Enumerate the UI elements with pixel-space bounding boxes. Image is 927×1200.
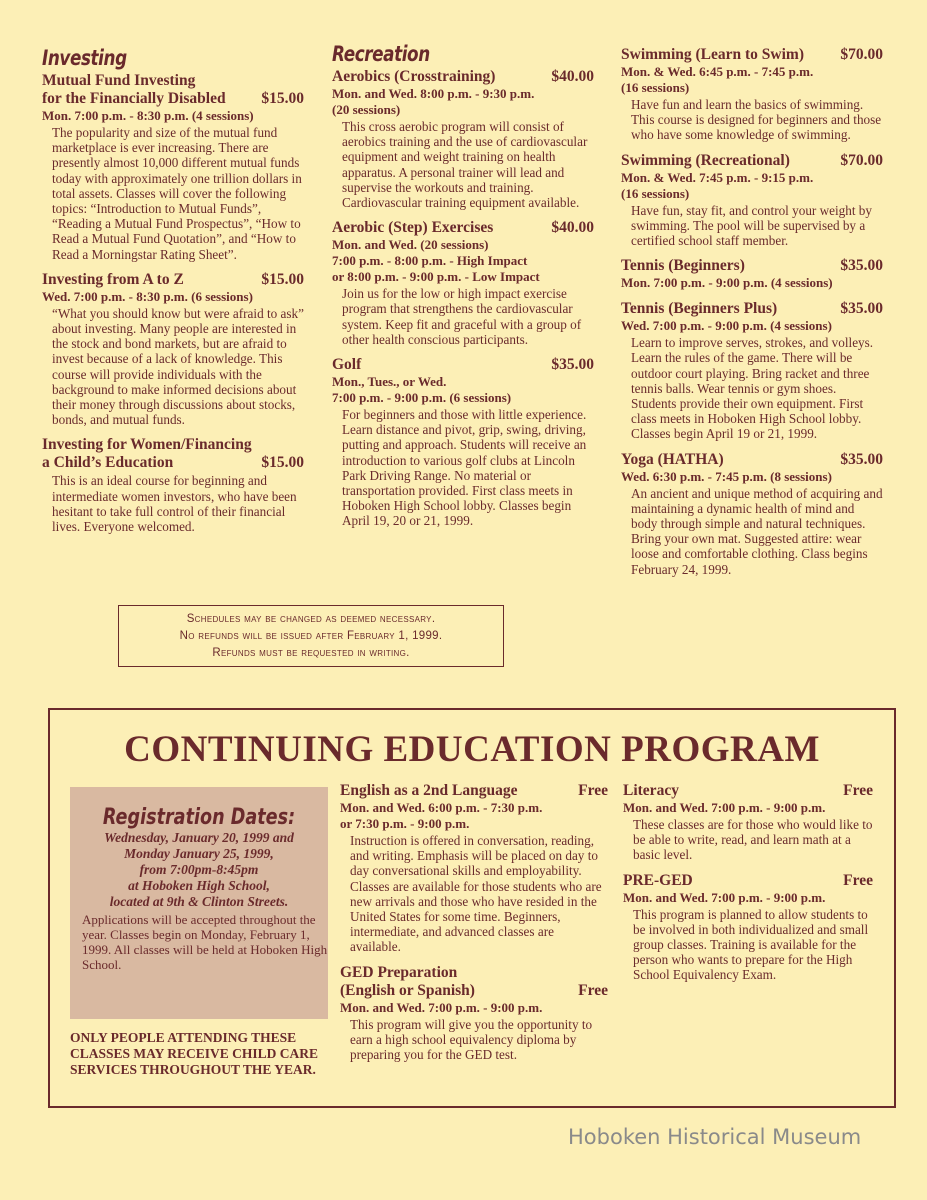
registration-date-line: from 7:00pm-8:45pm: [139, 862, 259, 877]
course-schedule: Mon. 7:00 p.m. - 9:00 p.m. (4 sessions): [621, 275, 833, 291]
course-schedule: (20 sessions): [332, 102, 401, 117]
course-listing: [621, 257, 883, 291]
notice-line: Schedules may be changed as deemed necessary.: [186, 613, 436, 625]
course-title: Literacy: [623, 782, 679, 799]
course-title-line: [332, 219, 594, 237]
program-column: [340, 782, 608, 1071]
course-description: This program is planned to allow students to be involved in both individualized and small group classes. Training is available for the person who wants to prepare for the High School Equivalency Exam.: [633, 906, 869, 983]
course-listing: [621, 300, 883, 441]
course-title-line: [42, 436, 304, 454]
childcare-notice: ONLY PEOPLE ATTENDING THESE CLASSES MAY RECEIVE CHILD CARE SERVICES THROUGHOUT THE YEAR.: [70, 1030, 319, 1077]
course-schedule: 7:00 p.m. - 8:00 p.m. - High Impact: [332, 253, 528, 269]
course-title: Aerobic (Step) Exercises: [332, 219, 494, 237]
course-description: This is an ideal course for beginning and intermediate women investors, who have been hesitant to take full control of their financial lives. Everyone welcomed.: [52, 473, 297, 535]
course-title: Swimming (Learn to Swim): [621, 46, 804, 63]
course-price: $40.00: [551, 219, 594, 237]
course-title-line: [332, 68, 594, 86]
course-listing: [42, 271, 304, 428]
course-description: Have fun and learn the basics of swimming. This course is designed for beginners and those who have some knowledge of swimming.: [631, 97, 882, 143]
course-schedule: Mon. and Wed. (20 sessions): [332, 237, 489, 253]
course-title: Investing for Women/Financing: [42, 436, 252, 454]
course-title-line: [340, 782, 608, 800]
course-title: for the Financially Disabled: [42, 90, 226, 107]
course-price: Free: [578, 782, 608, 799]
notice-box: [118, 605, 504, 667]
course-title-line: [621, 300, 883, 318]
course-title: Investing from A to Z: [42, 270, 184, 288]
course-listing: [340, 964, 608, 1063]
course-title: Mutual Fund Investing: [42, 72, 196, 89]
course-description: An ancient and unique method of acquiring and maintaining a dynamic health of mind and body through simple and natural techniques. Bring your own mat. Suggested attire: wear loose and comfortable clothing. Class begins February 24, 1999.: [631, 485, 883, 577]
continuing-education-box: [48, 708, 896, 1108]
course-title: Aerobics (Crosstraining): [332, 68, 496, 85]
course-price: Free: [578, 981, 608, 999]
registration-heading: Registration Dates:: [102, 805, 296, 830]
registration-date-line: Wednesday, January 20, 1999 and: [104, 830, 294, 845]
course-listing: [623, 872, 873, 983]
registration-date-line: located at 9th & Clinton Streets.: [109, 894, 289, 909]
program-column: [623, 782, 873, 992]
course-listing: [621, 152, 883, 249]
course-title-line: [42, 72, 304, 90]
course-title: English as a 2nd Language: [340, 782, 518, 799]
course-title: Tennis (Beginners): [621, 257, 745, 275]
course-schedule: Mon. 7:00 p.m. - 8:30 p.m. (4 sessions): [42, 108, 254, 123]
course-listing: [623, 782, 873, 863]
course-price: $35.00: [551, 356, 594, 374]
course-price: $35.00: [840, 257, 883, 275]
museum-watermark: Hoboken Historical Museum: [568, 1125, 862, 1149]
course-title: a Child’s Education: [42, 454, 174, 472]
course-price: Free: [843, 782, 873, 799]
course-listing: [42, 436, 304, 534]
course-title-line: [623, 782, 873, 800]
course-description: This cross aerobic program will consist of aerobics training and the use of cardiovascular equipment and weight training on health apparatus. A personal trainer will lead and supervise the workouts and training. Cardiovascular training equipment available.: [342, 119, 588, 211]
course-description: The popularity and size of the mutual fund marketplace is ever increasing. There are presently almost 10,000 different mutual funds today with approximately one trillion dollars in total assets. Classes will cover the following topics: “Introduction to Mutual Funds”, “Reading a Mutual Fund Prospectus”, “How to Read a Mutual Fund Quotation”, and “How to Read a Morningstar Rating Sheet”.: [52, 125, 302, 262]
course-schedule: or 7:30 p.m. - 9:00 p.m.: [340, 816, 470, 831]
course-listing: [621, 451, 883, 577]
course-price: $15.00: [261, 90, 304, 107]
section-heading: Investing: [42, 46, 127, 70]
course-price: $15.00: [261, 270, 304, 288]
course-title: Tennis (Beginners Plus): [621, 300, 778, 318]
course-price: $70.00: [840, 151, 883, 169]
course-title: Golf: [332, 356, 362, 374]
course-description: This program will give you the opportunity to earn a high school equivalency diploma by preparing you for the GED test.: [350, 1016, 593, 1063]
course-title-line: [332, 356, 594, 374]
course-schedule: or 8:00 p.m. - 9:00 p.m. - Low Impact: [332, 269, 540, 285]
course-listing: [332, 219, 594, 347]
investing-column: [42, 46, 304, 543]
course-title: Yoga (HATHA): [621, 450, 724, 468]
course-title-line: [42, 90, 304, 108]
recreation-column: [332, 42, 594, 538]
course-title-line: [621, 451, 883, 469]
registration-note: Applications will be accepted throughout the year. Classes begin on Monday, February 1, 1999. All classes will be held at Hoboken High School.: [82, 912, 328, 972]
course-schedule: Mon. and Wed. 6:00 p.m. - 7:30 p.m.: [340, 800, 543, 815]
notice-line: Refunds must be requested in writing.: [212, 647, 410, 659]
course-title-line: [621, 46, 883, 64]
course-title: GED Preparation: [340, 963, 458, 981]
course-schedule: Wed. 7:00 p.m. - 8:30 p.m. (6 sessions): [42, 288, 253, 304]
course-title: Swimming (Recreational): [621, 151, 790, 169]
course-schedule: Wed. 7:00 p.m. - 9:00 p.m. (4 sessions): [621, 318, 832, 334]
course-title-line: [623, 872, 873, 890]
course-schedule: Mon. & Wed. 6:45 p.m. - 7:45 p.m.: [621, 64, 814, 79]
course-description: Have fun, stay fit, and control your weight by swimming. The pool will be supervised by a certified school staff member.: [631, 202, 872, 249]
course-description: Join us for the low or high impact exercise program that strengthens the cardiovascular system. Keep fit and graceful with a group of other health conscious participants.: [342, 286, 582, 347]
course-schedule: Mon. & Wed. 7:45 p.m. - 9:15 p.m.: [621, 169, 814, 185]
program-title: CONTINUING EDUCATION PROGRAM: [124, 729, 820, 770]
course-title: PRE-GED: [623, 871, 693, 889]
course-price: Free: [843, 871, 873, 889]
course-listing: [332, 356, 594, 529]
section-heading: Recreation: [332, 42, 430, 66]
course-price: $35.00: [840, 300, 883, 318]
registration-date-line: Monday January 25, 1999,: [124, 846, 274, 861]
course-schedule: Mon. and Wed. 7:00 p.m. - 9:00 p.m.: [623, 800, 826, 815]
course-title-line: [42, 454, 304, 472]
course-schedule: (16 sessions): [621, 185, 690, 201]
notice-line: No refunds will be issued after February 1, 1999.: [179, 630, 443, 642]
course-description: For beginners and those with little experience. Learn distance and pivot, grip, swing, driving, putting and approach. Students will receive an introduction to various golf clubs at Lincoln Park Driving Range. No material or transportation provided. First class meets in Hoboken High School lobby. Classes begin April 19, 20 or 21, 1999.: [342, 407, 587, 529]
registration-box: [70, 787, 328, 1019]
course-price: $70.00: [840, 46, 883, 63]
course-title-line: [340, 964, 608, 982]
course-schedule: Mon. and Wed. 7:00 p.m. - 9:00 p.m.: [623, 889, 826, 905]
course-title-line: [42, 271, 304, 289]
course-title-line: [621, 152, 883, 170]
course-schedule: Mon. and Wed. 8:00 p.m. - 9:30 p.m.: [332, 86, 535, 101]
course-price: $35.00: [840, 450, 883, 468]
course-title: (English or Spanish): [340, 981, 475, 999]
course-schedule: Wed. 6:30 p.m. - 7:45 p.m. (8 sessions): [621, 468, 832, 484]
course-listing: [332, 68, 594, 210]
course-title-line: [621, 257, 883, 275]
course-listing: [340, 782, 608, 955]
course-price: $40.00: [551, 68, 594, 85]
course-schedule: 7:00 p.m. - 9:00 p.m. (6 sessions): [332, 390, 512, 406]
course-description: Instruction is offered in conversation, reading, and writing. Emphasis will be placed on day to day conversational skills and employability. Classes are available for those students who are new arrivals and those who have resided in the United States for some time. Beginners, intermediate, and advanced classes are available.: [350, 833, 602, 955]
course-description: These classes are for those who would like to be able to write, read, and learn math at a basic level.: [633, 817, 873, 863]
recreation-column-continued: [621, 46, 883, 586]
course-listing: [42, 72, 304, 262]
course-schedule: Mon., Tues., or Wed.: [332, 374, 447, 390]
course-description: Learn to improve serves, strokes, and volleys. Learn the rules of the game. There will be outdoor court playing. Bring racket and three tennis balls. Wear tennis or gym shoes. Students provide their own equipment. First class meets in Hoboken High School lobby. Classes begin April 19 or 21, 1999.: [631, 335, 874, 442]
course-title-line: [340, 982, 608, 1000]
course-price: $15.00: [261, 454, 304, 472]
course-schedule: Mon. and Wed. 7:00 p.m. - 9:00 p.m.: [340, 999, 543, 1015]
registration-date-line: at Hoboken High School,: [128, 878, 270, 893]
course-schedule: (16 sessions): [621, 80, 690, 95]
course-description: “What you should know but were afraid to ask” about investing. Many people are interested in the stock and bond markets, but are afraid to invest because of a lack of knowledge. This course will provide individuals with the background to make informed decisions about their money through discussions about stocks, bonds, and mutual funds.: [52, 305, 304, 428]
course-listing: [621, 46, 883, 143]
